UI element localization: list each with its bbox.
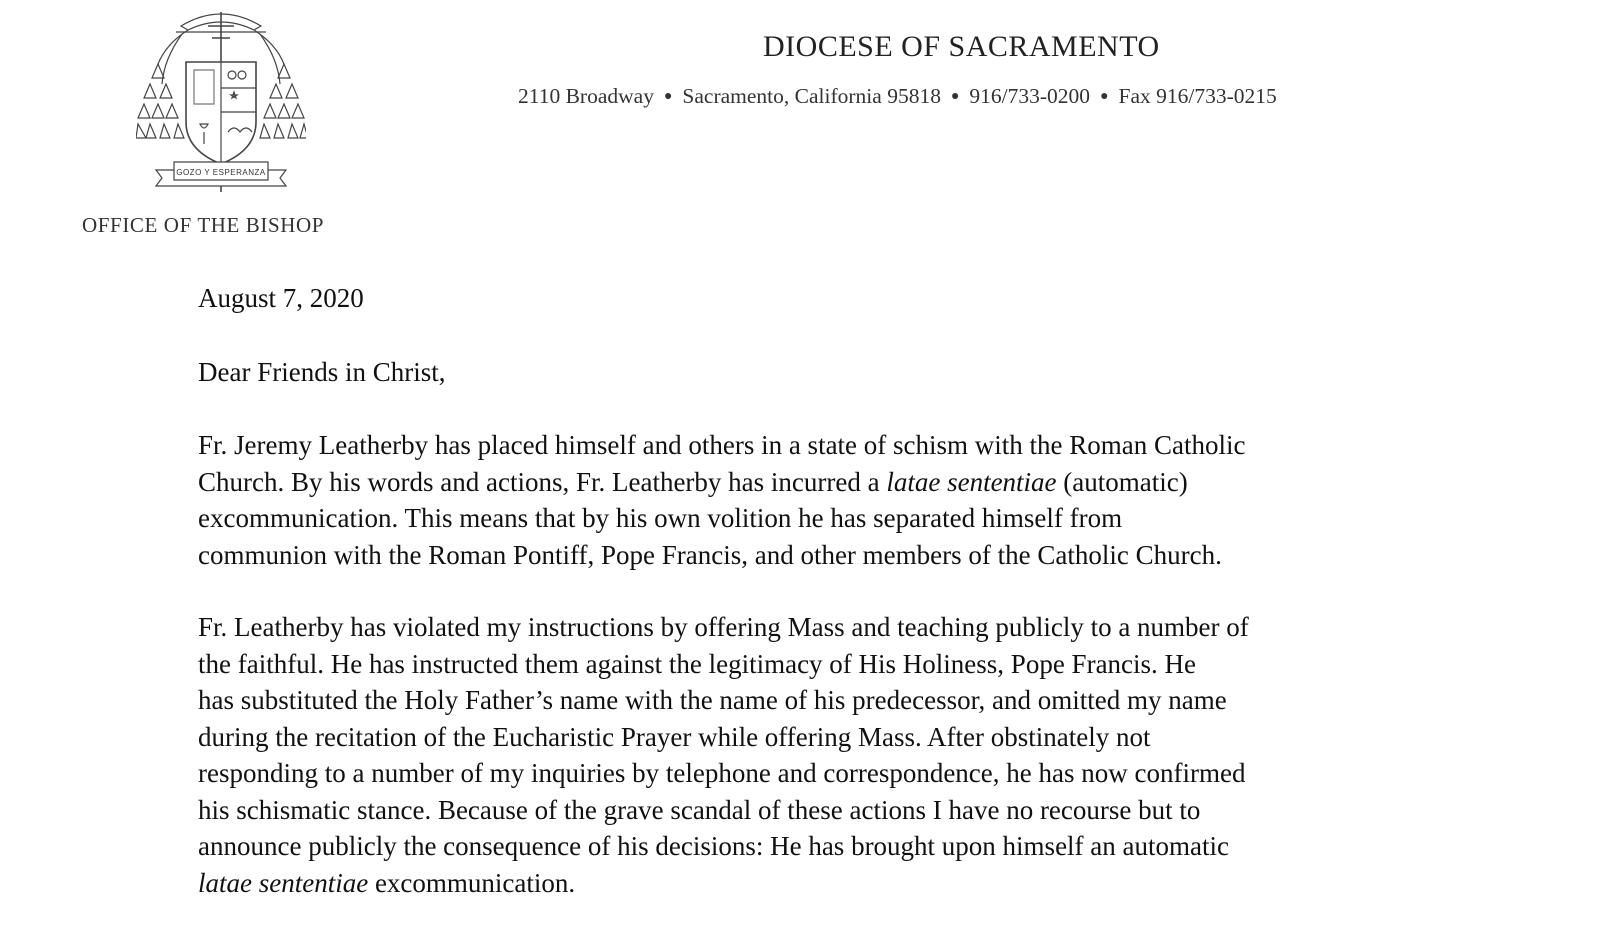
paragraph-line: excommunication. This means that by his own volition he has separated himself from <box>198 503 1123 533</box>
paragraph-line: his schismatic stance. Because of the grave scandal of these actions I have no recourse but to <box>198 794 1201 825</box>
paragraph-gap <box>198 573 1498 609</box>
coat-of-arms-icon <box>136 4 306 200</box>
paragraph-line: Fr. Jeremy Leatherby has placed himself and others in a state of schism with the Roman Catholic <box>198 430 1246 460</box>
text-span: (automatic) <box>1056 466 1188 497</box>
paragraph-line <box>198 464 1498 501</box>
paragraph-line: Fr. Leatherby has violated my instructions by offering Mass and teaching publicly to a number of <box>198 612 1249 642</box>
address-line <box>518 84 1277 109</box>
motto-text: GOZO Y ESPERANZA <box>176 168 266 177</box>
paragraph-line: communion with the Roman Pontiff, Pope Francis, and other members of the Catholic Church. <box>198 539 1222 570</box>
paragraph-line: has substituted the Holy Father’s name with the name of his predecessor, and omitted my name <box>198 685 1227 715</box>
paragraph-line: during the recitation of the Eucharistic Prayer while offering Mass. After obstinately not <box>198 721 1151 752</box>
diocese-name: DIOCESE OF SACRAMENTO <box>763 30 1160 63</box>
text-span: Church. By his words and actions, Fr. Leatherby has incurred a <box>198 466 887 497</box>
salutation: Dear Friends in Christ, <box>198 356 446 387</box>
paragraph-line: the faithful. He has instructed them against the legitimacy of His Holiness, Pope Francis. He <box>198 648 1197 679</box>
text-span: excommunication. <box>368 867 576 898</box>
letter-body <box>198 280 1498 901</box>
paragraph-2 <box>198 609 1498 901</box>
office-of-bishop: OFFICE OF THE BISHOP <box>82 213 325 237</box>
bullet-separator-icon: ● <box>950 89 960 104</box>
paragraph-line: announce publicly the consequence of his decisions: He has brought upon himself an automatic <box>198 831 1229 861</box>
bullet-separator-icon: ● <box>1100 89 1109 104</box>
paragraph-1 <box>198 427 1498 573</box>
bullet-separator-icon: ● <box>663 89 673 104</box>
latin-term: latae sententiae <box>198 867 369 898</box>
address-street: 2110 Broadway <box>518 84 654 108</box>
fax-number: Fax 916/733-0215 <box>1118 84 1277 108</box>
address-city: Sacramento, California 95818 <box>682 84 941 108</box>
letter-date: August 7, 2020 <box>198 283 364 313</box>
paragraph-line: responding to a number of my inquiries by telephone and correspondence, he has now confirmed <box>198 758 1246 788</box>
paragraph-line <box>198 865 1498 902</box>
phone-number: 916/733-0200 <box>969 84 1091 108</box>
latin-term: latae sententiae <box>886 466 1057 497</box>
